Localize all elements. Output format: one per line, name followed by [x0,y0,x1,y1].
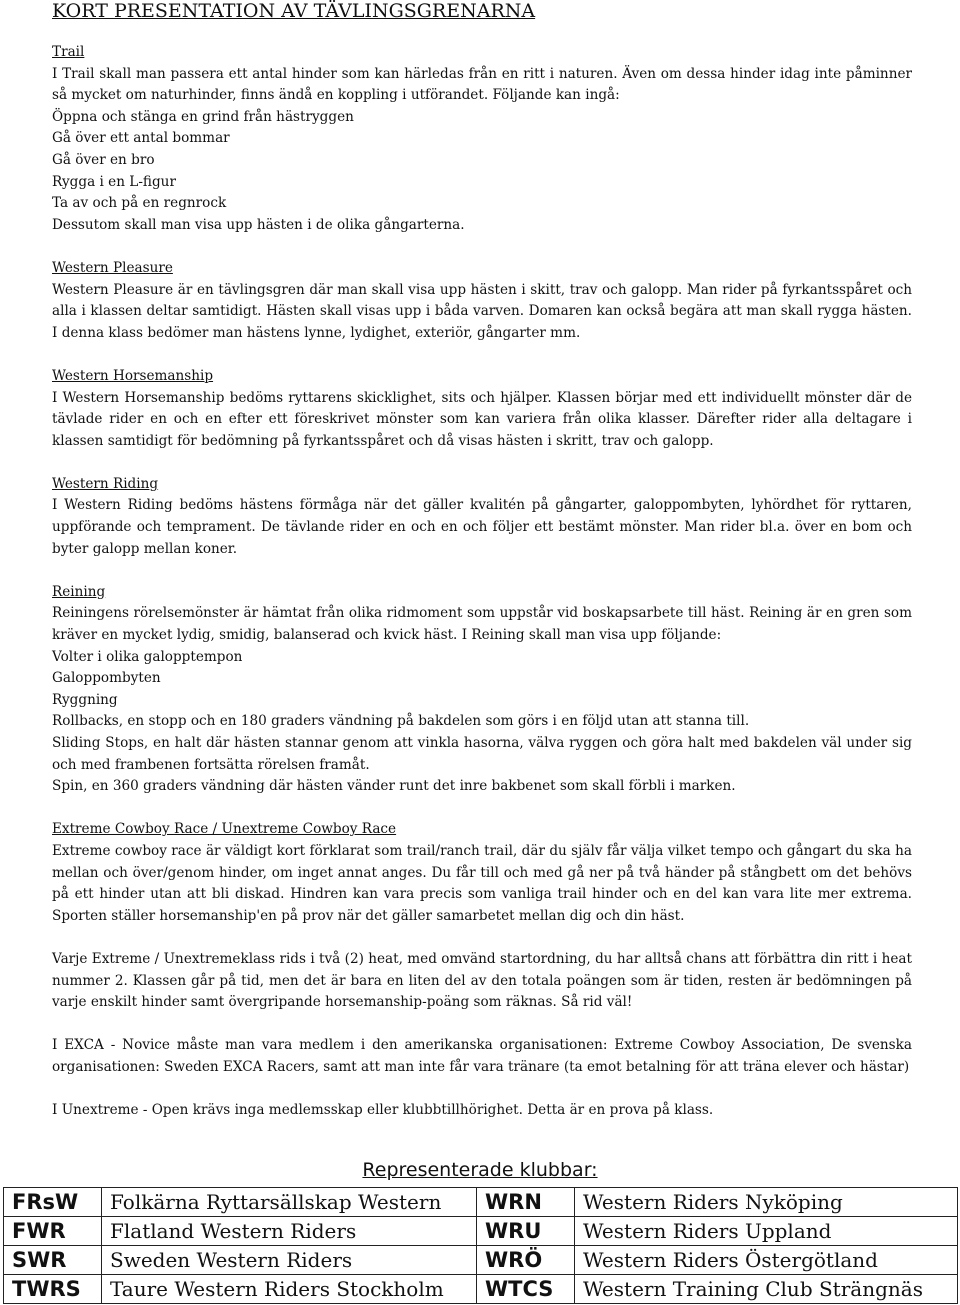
table-row [4,1275,958,1304]
club-code: FRsW [4,1188,102,1217]
club-name: Sweden Western Riders [102,1246,477,1275]
section-western-horsemanship [52,366,912,452]
clubs-title: Representerade klubbar: [362,1159,598,1181]
section-reining [52,582,912,798]
club-code: WRU [477,1217,575,1246]
section-western-pleasure [52,258,912,344]
section-heading-reining: Reining [52,583,106,600]
section-extreme-cowboy [52,819,912,1121]
table-row [4,1217,958,1246]
reining-intro: Reiningens rörelsemönster är hämtat från olika ridmoment som uppstår vid boskapsarbete till häst. Reining är en gren som kräver en mycket lydig, smidig, balanserad och kvick häst. I Reining skall man visa upp följande: [52,605,912,644]
extreme-cowboy-paragraph: I EXCA - Novice måste man vara medlem i den amerikanska organisationen: Extreme Cowboy Association, De svenska organisationen: Sweden EXCA Racers, samt att man inte får vara tränare (ta emot betalning för att träna elever och hästar) [52,1037,912,1075]
trail-item: Gå över ett antal bommar [52,130,230,147]
club-code: WRÖ [477,1246,575,1275]
section-heading-western-horsemanship: Western Horsemanship [52,367,214,384]
section-heading-extreme-cowboy: Extreme Cowboy Race / Unextreme Cowboy Race [52,821,397,838]
section-western-riding [52,474,912,560]
section-heading-trail: Trail [52,44,85,60]
trail-item: Rygga i en L-figur [52,173,176,190]
club-name: Western Training Club Strängnäs [575,1275,958,1304]
reining-item: Volter i olika galopptempon [52,648,243,665]
club-code: WTCS [477,1275,575,1304]
reining-item: Rollbacks, en stopp och en 180 graders vändning på bakdelen som görs i en följd utan att stanna till. [52,713,750,730]
reining-item: Ryggning [52,691,118,708]
club-name: Flatland Western Riders [102,1217,477,1246]
club-code: TWRS [4,1275,102,1304]
western-riding-text: I Western Riding bedöms hästens förmåga när det gäller kvalitén på gångarter, galoppombyten, lyhördhet för ryttaren, uppförande och temprament. De tävlande rider en och en och följer ett bestämt mönster. Man rider bl.a. över en bom och byter galopp mellan koner. [52,497,912,557]
reining-item: Sliding Stops, en halt där hästen stannar genom att vinkla hasorna, välva ryggen och göra halt med bakdelen väl under sig och med frambenen fortsätta rörelsen framåt. [52,735,912,773]
club-code: WRN [477,1188,575,1217]
extreme-cowboy-paragraph: Varje Extreme / Unextremeklass rids i två (2) heat, med omvänd startordning, du har alltså chans att förbättra din ritt i heat nummer 2. Klassen går på tid, men det är bara en liten del av den totala poängen som är tiden, resten är bedömningen på varje enskilt hinder samt övergripande horsemanship-poäng som räknas. Så rid väl! [52,950,912,1011]
club-name: Western Riders Nyköping [575,1188,958,1217]
western-pleasure-text: Western Pleasure är en tävlingsgren där man skall visa upp hästen i skitt, trav och galopp. Man rider på fyrkantsspåret och alla i klassen deltar samtidigt. Hästen skall visas upp i båda varven. Domaren kan också begära att man skall rygga hästen. I denna klass bedömer man hästens lynne, lydighet, exteriör, gångarter mm. [52,281,912,341]
table-row [4,1246,958,1275]
reining-item: Spin, en 360 graders vändning där hästen vänder runt det inre bakbenet som skall förbli i marken. [52,778,736,795]
clubs-table [3,1187,958,1304]
club-name: Western Riders Uppland [575,1217,958,1246]
club-name: Folkärna Ryttarsällskap Western [102,1188,477,1217]
document-body [52,42,912,1143]
section-trail [52,42,912,236]
extreme-cowboy-paragraph: Extreme cowboy race är väldigt kort förklarat som trail/ranch trail, där du själv får välja vilket tempo och gångart du ska ha mellan och över/genom hinder, om inget annat anges. Du får till och med gå ner på två händer på stångbett om det behövs på ett hinder utan att bli diskad. Hindren kan vara precis som vanliga trail hinder och en del kan vara lite mer extrema. Sporten ställer horsemanship'en på prov när det gäller samarbetet mellan dig och din häst. [52,842,912,924]
section-heading-western-riding: Western Riding [52,475,159,492]
trail-item: Ta av och på en regnrock [52,195,227,212]
western-horsemanship-text: I Western Horsemanship bedöms ryttarens skicklighet, sits och hjälper. Klassen börjar med ett individuellt mönster där de tävlade rider en och en efter ett föreskrivet mönster som kan variera från olika klasser. Därefter rider alla deltagare i klassen samtidigt för bedömning på fyrkantsspåret och då visas hästen i skritt, trav och galopp. [52,389,912,449]
page-title: KORT PRESENTATION AV TÄVLINGSGRENARNA [52,0,536,22]
trail-item: Dessutom skall man visa upp hästen i de olika gångarterna. [52,216,465,233]
club-name: Western Riders Östergötland [575,1246,958,1275]
club-name: Taure Western Riders Stockholm [102,1275,477,1304]
table-row [4,1188,958,1217]
club-code: SWR [4,1246,102,1275]
section-heading-western-pleasure: Western Pleasure [52,259,173,276]
trail-item: Gå över en bro [52,151,155,168]
trail-intro: I Trail skall man passera ett antal hinder som kan härledas från en ritt i naturen. Även om dessa hinder idag inte påminner så mycket om naturhinder, finns ändå en koppling i utförandet. Följande kan ingå: [52,65,912,104]
reining-item: Galoppombyten [52,670,161,687]
extreme-cowboy-paragraph: I Unextreme - Open krävs inga medlemsskap eller klubbtillhörighet. Detta är en prova på klass. [52,1102,714,1119]
trail-item: Öppna och stänga en grind från hästryggen [52,108,354,125]
club-code: FWR [4,1217,102,1246]
